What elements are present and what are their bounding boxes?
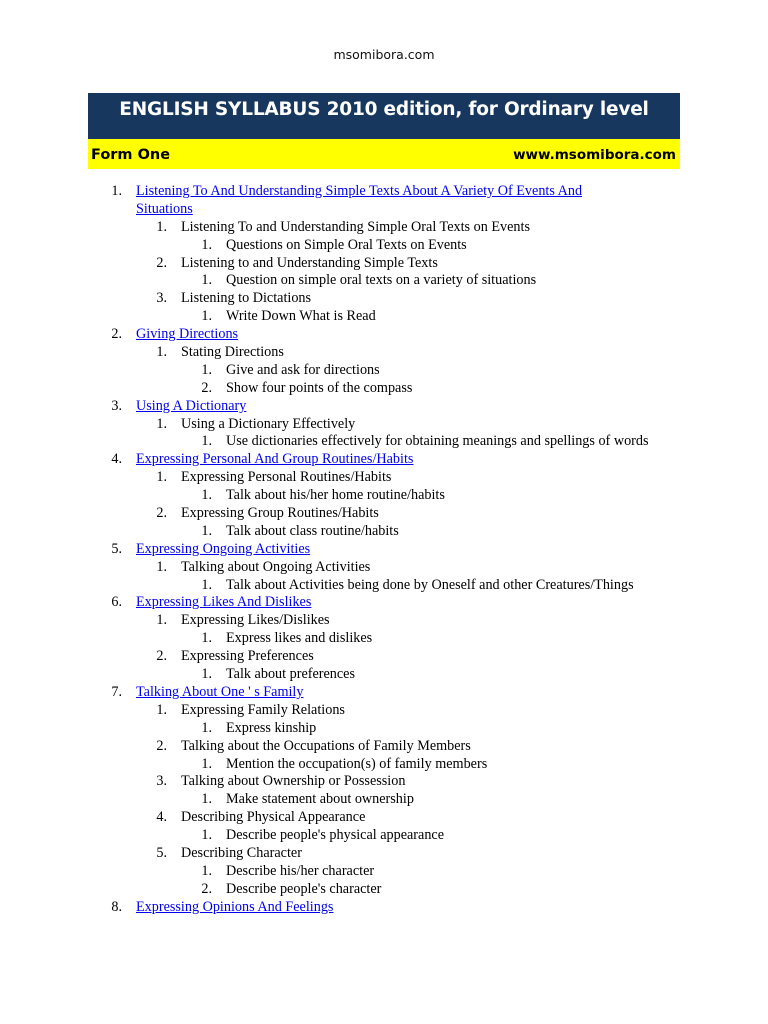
subtopic-item-number: 1. <box>156 344 167 361</box>
objective-item <box>0 827 768 845</box>
subtopic-item-number: 2. <box>156 648 167 665</box>
site-url: www.msomibora.com <box>513 147 676 163</box>
objective-item-text: Question on simple oral texts on a variety of situations <box>226 272 537 289</box>
objective-item <box>0 523 768 541</box>
topic-item-number: 5. <box>111 540 122 557</box>
objective-item-text: Talk about preferences <box>226 666 355 683</box>
topic-item[interactable] <box>0 326 768 344</box>
objective-item <box>0 577 768 595</box>
subtopic-item-number: 2. <box>156 254 167 271</box>
objective-item-text: Talk about his/her home routine/habits <box>226 487 445 504</box>
objective-item-number: 1. <box>201 236 212 253</box>
objective-item-text: Write Down What is Read <box>226 308 376 325</box>
objective-item-text: Describe people's character <box>226 880 382 897</box>
objective-item <box>0 756 768 774</box>
subtopic-item <box>0 469 768 487</box>
topic-item-number: 6. <box>111 594 122 611</box>
objective-item <box>0 487 768 505</box>
topic-item-continued[interactable] <box>0 201 768 219</box>
topic-item[interactable] <box>0 398 768 416</box>
subtopic-item <box>0 416 768 434</box>
subtopic-item <box>0 702 768 720</box>
subtopic-item-number: 5. <box>156 844 167 861</box>
objective-item-text: Express likes and dislikes <box>226 630 373 647</box>
subtopic-item-number: 2. <box>156 505 167 522</box>
subtopic-item-text: Using a Dictionary Effectively <box>181 415 356 432</box>
subtopic-item-text: Talking about Ownership or Possession <box>181 773 406 790</box>
subtopic-item <box>0 505 768 523</box>
subtopic-item-number: 1. <box>156 469 167 486</box>
objective-item-number: 1. <box>201 576 212 593</box>
objective-item-number: 1. <box>201 791 212 808</box>
topic-link[interactable]: Using A Dictionary <box>136 397 247 414</box>
objective-item-text: Questions on Simple Oral Texts on Events <box>226 236 467 253</box>
topic-item[interactable] <box>0 451 768 469</box>
subtopic-item-number: 2. <box>156 737 167 754</box>
subtopic-item <box>0 290 768 308</box>
objective-item-number: 1. <box>201 755 212 772</box>
objective-item-number: 1. <box>201 630 212 647</box>
subtopic-item <box>0 845 768 863</box>
objective-item-number: 2. <box>201 379 212 396</box>
objective-item <box>0 863 768 881</box>
subtopic-item-number: 1. <box>156 612 167 629</box>
subtopic-item <box>0 738 768 756</box>
topic-link[interactable]: Giving Directions <box>136 326 239 343</box>
form-bar <box>88 139 680 169</box>
topic-link[interactable]: Listening To And Understanding Simple Texts About A Variety Of Events And <box>136 183 583 199</box>
topic-item[interactable] <box>0 541 768 559</box>
objective-item-text: Describe people's physical appearance <box>226 827 445 844</box>
objective-item-text: Make statement about ownership <box>226 791 414 808</box>
subtopic-item <box>0 344 768 362</box>
objective-item <box>0 720 768 738</box>
subtopic-item-text: Expressing Personal Routines/Habits <box>181 469 392 486</box>
objective-item <box>0 433 768 451</box>
objective-item-text: Talk about class routine/habits <box>226 522 399 539</box>
subtopic-item-text: Talking about Ongoing Activities <box>181 558 371 575</box>
objective-item <box>0 881 768 899</box>
site-name-top: msomibora.com <box>333 47 435 62</box>
topic-outline <box>0 183 768 917</box>
syllabus-title-banner <box>88 93 680 139</box>
subtopic-item-text: Expressing Likes/Dislikes <box>181 612 330 629</box>
objective-item-number: 1. <box>201 433 212 450</box>
topic-item-number: 8. <box>111 898 122 915</box>
objective-item <box>0 308 768 326</box>
objective-item-number: 1. <box>201 666 212 683</box>
objective-item-number: 1. <box>201 487 212 504</box>
objective-item <box>0 791 768 809</box>
objective-item <box>0 362 768 380</box>
objective-item-number: 2. <box>201 880 212 897</box>
subtopic-item-text: Stating Directions <box>181 344 284 361</box>
objective-item-number: 1. <box>201 719 212 736</box>
subtopic-item-number: 1. <box>156 218 167 235</box>
subtopic-item-text: Listening To and Understanding Simple Oral Texts on Events <box>181 218 530 235</box>
topic-item[interactable] <box>0 899 768 917</box>
topic-link[interactable]: Expressing Likes And Dislikes <box>136 594 312 611</box>
subtopic-item-text: Expressing Preferences <box>181 648 314 665</box>
subtopic-item <box>0 773 768 791</box>
objective-item-text: Give and ask for directions <box>226 361 380 378</box>
objective-item-number: 1. <box>201 361 212 378</box>
objective-item-number: 1. <box>201 522 212 539</box>
topic-link[interactable]: Expressing Ongoing Activities <box>136 540 311 557</box>
subtopic-item <box>0 809 768 827</box>
subtopic-item-number: 3. <box>156 773 167 790</box>
objective-item-text: Use dictionaries effectively for obtaining meanings and spellings of words <box>226 433 649 450</box>
objective-item-number: 1. <box>201 308 212 325</box>
subtopic-item-number: 1. <box>156 415 167 432</box>
topic-link[interactable]: Expressing Personal And Group Routines/Habits <box>136 451 414 468</box>
topic-item-number: 2. <box>111 326 122 343</box>
syllabus-title: ENGLISH SYLLABUS 2010 edition, for Ordinary level <box>119 98 649 120</box>
objective-item-number: 1. <box>201 862 212 879</box>
subtopic-item-number: 3. <box>156 290 167 307</box>
subtopic-item-text: Listening to and Understanding Simple Texts <box>181 254 438 271</box>
objective-item-text: Express kinship <box>226 719 317 736</box>
topic-item[interactable] <box>0 594 768 612</box>
topic-item[interactable] <box>0 684 768 702</box>
topic-item-number: 4. <box>111 451 122 468</box>
subtopic-item-text: Describing Physical Appearance <box>181 809 366 826</box>
objective-item <box>0 237 768 255</box>
subtopic-item-text: Talking about the Occupations of Family Members <box>181 737 471 754</box>
objective-item-number: 1. <box>201 827 212 844</box>
subtopic-item <box>0 219 768 237</box>
subtopic-item <box>0 255 768 273</box>
form-label: Form One <box>91 147 171 163</box>
subtopic-item <box>0 612 768 630</box>
objective-item-text: Mention the occupation(s) of family members <box>226 755 488 772</box>
objective-item-text: Talk about Activities being done by Oneself and other Creatures/Things <box>226 576 634 593</box>
subtopic-item-text: Listening to Dictations <box>181 290 312 307</box>
objective-item <box>0 380 768 398</box>
topic-item-number: 3. <box>111 397 122 414</box>
subtopic-item <box>0 648 768 666</box>
subtopic-item-text: Expressing Family Relations <box>181 701 345 718</box>
objective-item-text: Show four points of the compass <box>226 379 413 396</box>
topic-link[interactable]: Expressing Opinions And Feelings <box>136 898 334 915</box>
subtopic-item-text: Expressing Group Routines/Habits <box>181 505 379 522</box>
objective-item-number: 1. <box>201 272 212 289</box>
objective-item <box>0 666 768 684</box>
objective-item-text: Describe his/her character <box>226 862 375 879</box>
objective-item <box>0 272 768 290</box>
topic-item[interactable] <box>0 183 768 201</box>
topic-item-number: 7. <box>111 683 122 700</box>
subtopic-item-text: Describing Character <box>181 844 302 861</box>
subtopic-item <box>0 559 768 577</box>
topic-link[interactable]: Talking About One ' s Family <box>136 683 304 700</box>
subtopic-item-number: 1. <box>156 701 167 718</box>
subtopic-item-number: 4. <box>156 809 167 826</box>
topic-item-number: 1. <box>111 183 122 199</box>
subtopic-item-number: 1. <box>156 558 167 575</box>
objective-item <box>0 630 768 648</box>
topic-link[interactable]: Situations <box>136 200 193 217</box>
